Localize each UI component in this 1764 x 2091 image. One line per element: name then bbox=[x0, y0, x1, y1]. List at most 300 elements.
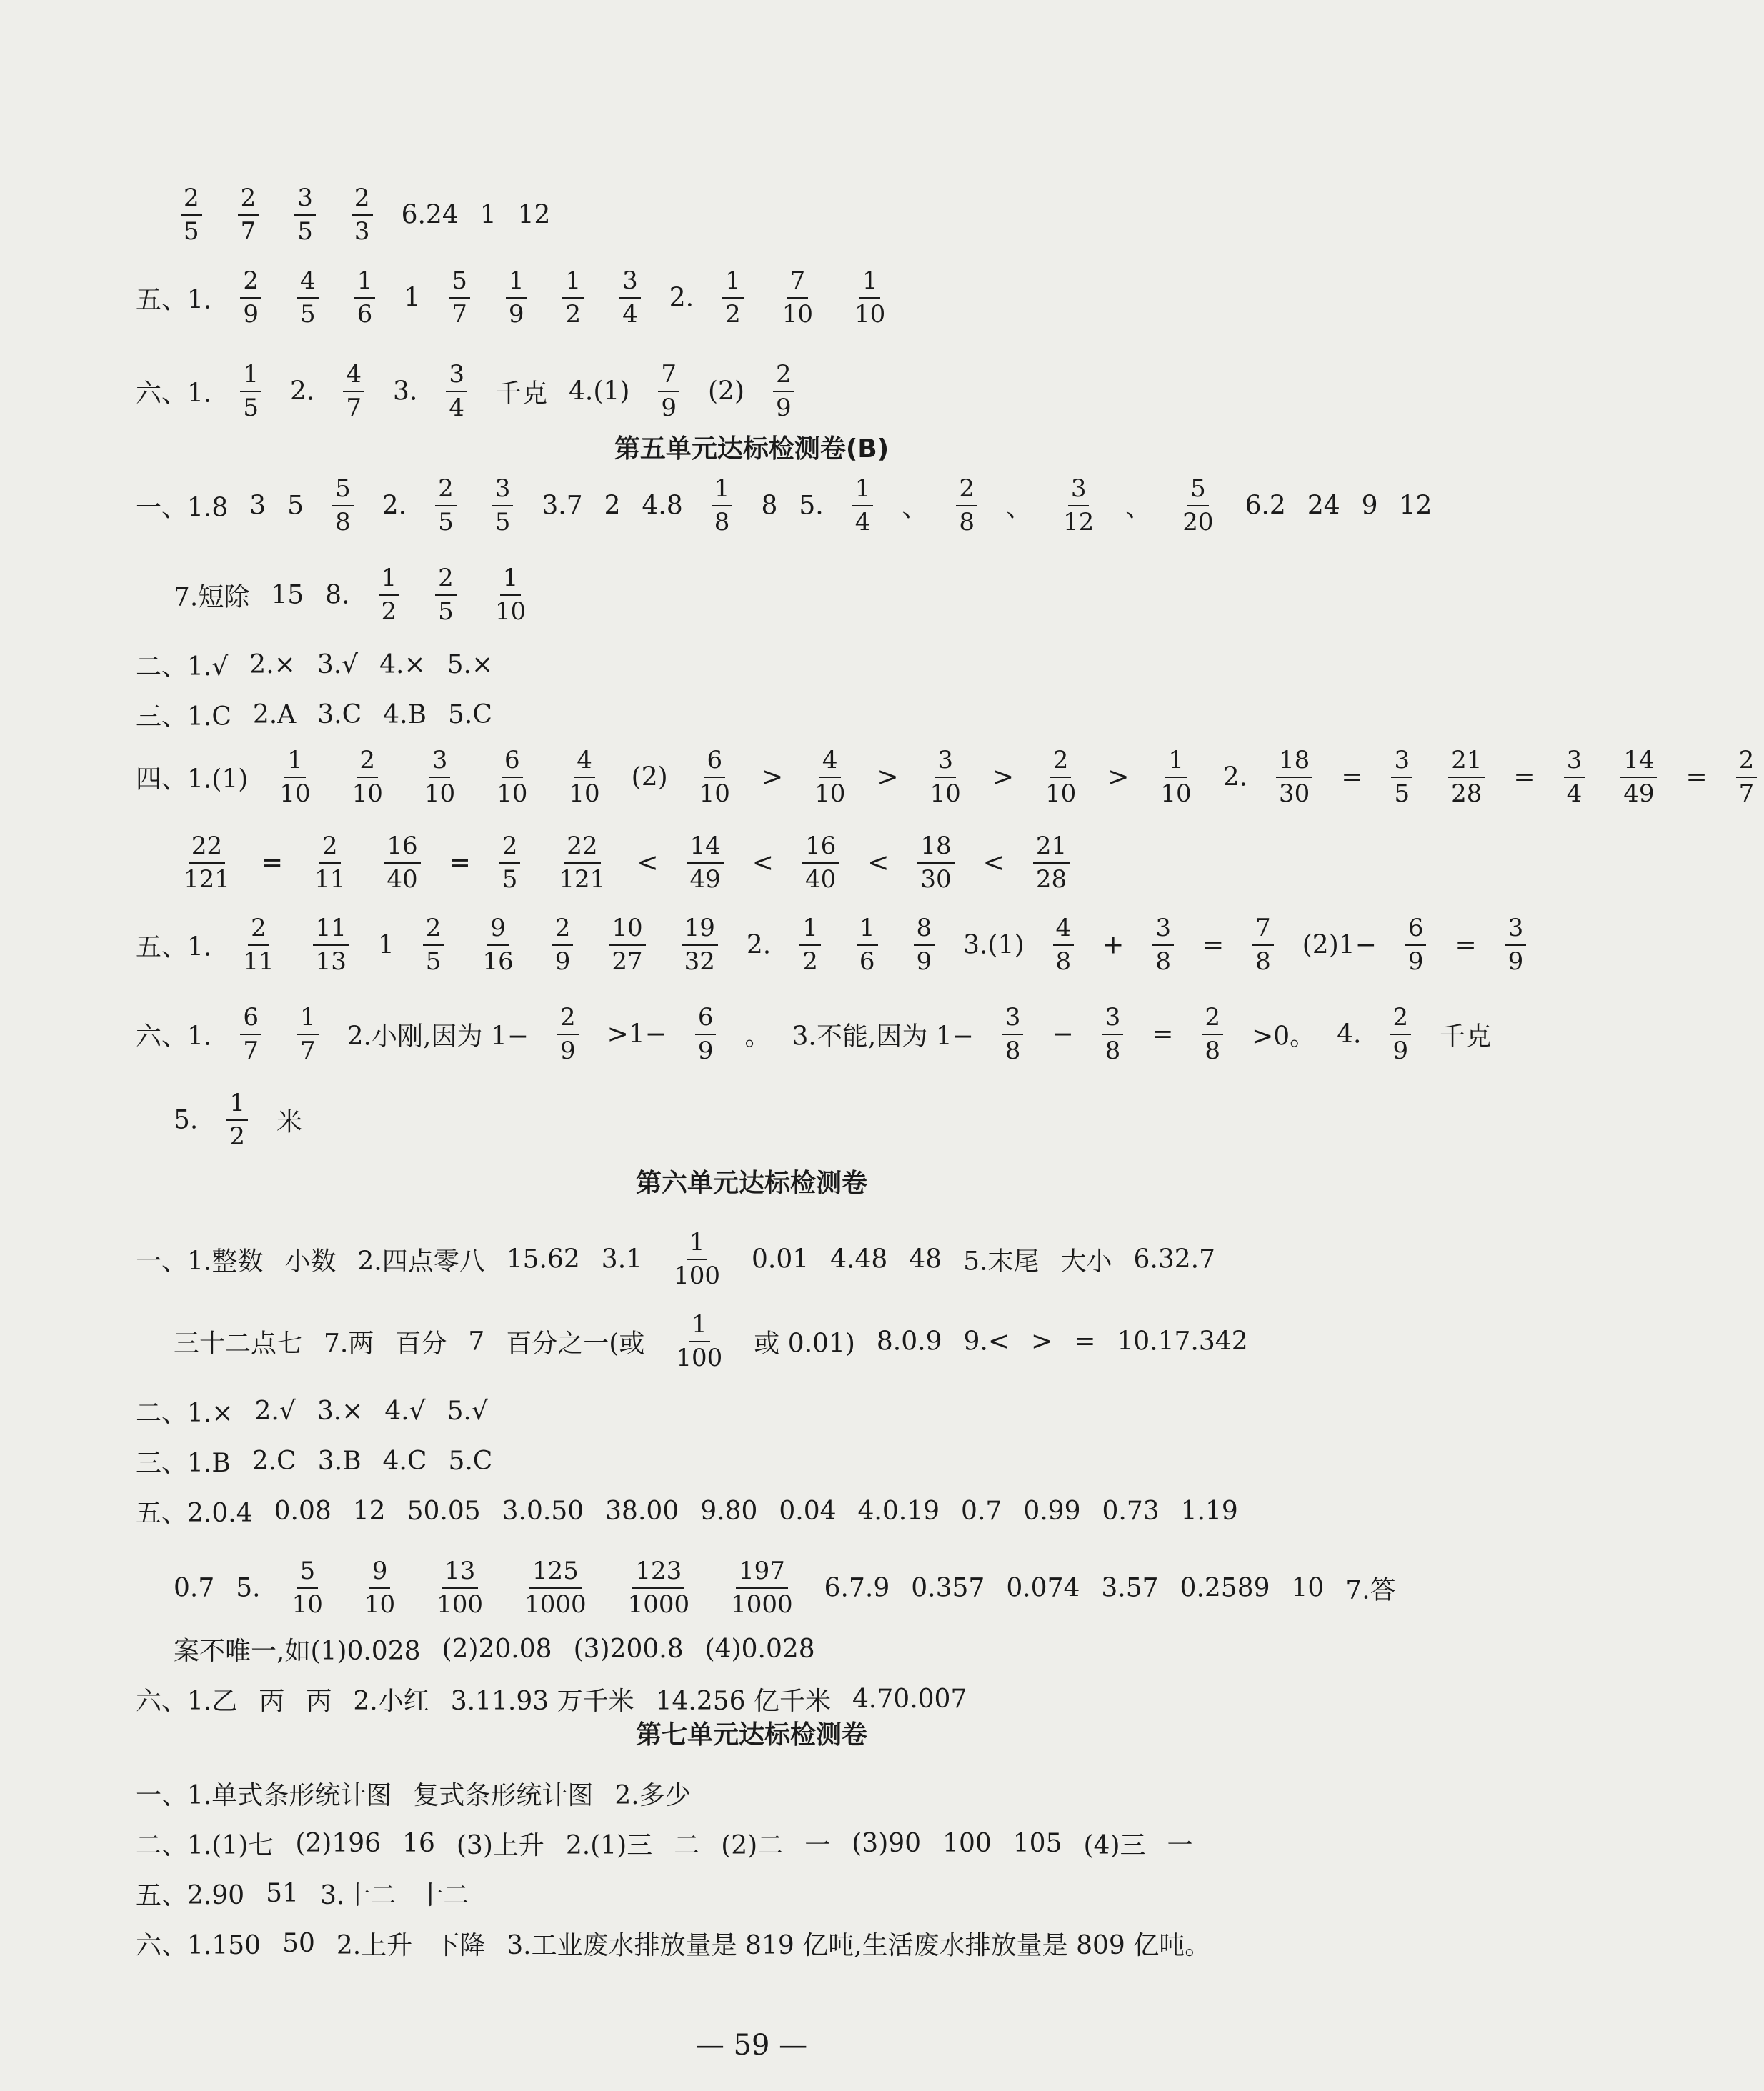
answer-text: (3)90 bbox=[852, 1829, 922, 1858]
answer-text: 9.< bbox=[963, 1327, 1010, 1357]
answer-text: 5.C bbox=[447, 700, 492, 729]
fraction-numerator: 1 bbox=[852, 475, 874, 506]
answer-line bbox=[174, 1311, 1503, 1372]
answer-text: 3.7 bbox=[542, 491, 583, 521]
fraction-denominator: 5 bbox=[494, 508, 511, 537]
answer-text: 三、1.C bbox=[136, 702, 231, 732]
fraction-numerator: 7 bbox=[658, 361, 679, 392]
fraction-numerator: 8 bbox=[914, 914, 935, 946]
fraction-denominator: 49 bbox=[689, 865, 721, 894]
fraction bbox=[352, 184, 373, 246]
answer-text: 0.357 bbox=[911, 1573, 985, 1603]
fraction bbox=[240, 1004, 261, 1065]
fraction-denominator: 9 bbox=[508, 300, 524, 329]
fraction bbox=[1620, 747, 1657, 808]
fraction-numerator: 1 bbox=[722, 267, 744, 299]
fraction bbox=[435, 564, 457, 626]
fraction-denominator: 9 bbox=[1407, 947, 1424, 977]
fraction-denominator: 10 bbox=[699, 779, 730, 809]
fraction-denominator: 10 bbox=[782, 300, 814, 329]
answer-text: 1.19 bbox=[1180, 1497, 1238, 1526]
answer-text: (3)上升 bbox=[456, 1831, 544, 1860]
answer-text: < bbox=[637, 848, 659, 878]
fraction bbox=[1202, 1004, 1223, 1065]
fraction-numerator: 3 bbox=[935, 747, 956, 778]
fraction-denominator: 8 bbox=[1005, 1037, 1021, 1066]
fraction bbox=[557, 1004, 579, 1065]
fraction bbox=[297, 1004, 319, 1065]
answer-text: < bbox=[752, 848, 774, 878]
fraction-denominator: 9 bbox=[776, 394, 792, 423]
fraction bbox=[312, 832, 348, 894]
fraction bbox=[682, 914, 718, 976]
answer-text: 三十二点七 bbox=[174, 1329, 303, 1359]
answer-text: 2.小刚,因为 1− bbox=[347, 1022, 529, 1052]
answer-text: (4)三 bbox=[1083, 1831, 1146, 1860]
fraction-numerator: 3 bbox=[1152, 914, 1174, 946]
fraction-denominator: 5 bbox=[502, 865, 518, 894]
fraction-numerator: 4 bbox=[574, 747, 595, 778]
fraction-denominator: 7 bbox=[1738, 779, 1755, 809]
answer-text: 6.32.7 bbox=[1133, 1244, 1215, 1274]
fraction-numerator: 16 bbox=[802, 832, 839, 864]
fraction-numerator: 2 bbox=[435, 564, 457, 596]
fraction-denominator: 6 bbox=[357, 300, 373, 329]
answer-text: 2.(1)三 bbox=[565, 1831, 653, 1860]
fraction bbox=[362, 1557, 398, 1619]
fraction bbox=[1448, 747, 1485, 808]
answer-text: 3.× bbox=[317, 1397, 364, 1426]
fraction bbox=[956, 475, 977, 537]
answer-text: 5.√ bbox=[447, 1397, 488, 1426]
fraction bbox=[506, 267, 527, 329]
answer-text: 6.7.9 bbox=[824, 1573, 890, 1603]
fraction-denominator: 8 bbox=[714, 508, 730, 537]
answer-text: 3.(1) bbox=[963, 930, 1025, 960]
answer-text: 4.C bbox=[382, 1447, 427, 1476]
answer-text: < bbox=[982, 848, 1005, 878]
fraction-denominator: 11 bbox=[243, 947, 274, 977]
answer-line bbox=[136, 475, 1503, 537]
fraction-denominator: 9 bbox=[243, 300, 259, 329]
answer-text: 0.7 bbox=[174, 1573, 215, 1603]
fraction-denominator: 10 bbox=[1045, 779, 1077, 809]
fraction-numerator: 18 bbox=[1276, 747, 1312, 778]
answer-text: 4.× bbox=[379, 650, 426, 679]
fraction bbox=[562, 267, 584, 329]
answer-text: 或 0.01) bbox=[754, 1329, 855, 1359]
fraction-numerator: 5 bbox=[297, 1557, 318, 1589]
answer-text: 5. bbox=[174, 1105, 199, 1135]
answer-text: 5.C bbox=[448, 1447, 493, 1476]
fraction-numerator: 11 bbox=[313, 914, 349, 946]
fraction-numerator: 5 bbox=[1187, 475, 1209, 506]
fraction-denominator: 4 bbox=[449, 394, 464, 423]
fraction-denominator: 121 bbox=[559, 865, 606, 894]
answer-text: 7.答 bbox=[1345, 1575, 1396, 1605]
fraction-numerator: 4 bbox=[343, 361, 364, 392]
answer-text: 12 bbox=[352, 1497, 386, 1526]
answer-text: (2)二 bbox=[721, 1831, 784, 1860]
fraction bbox=[917, 832, 954, 894]
fraction-numerator: 3 bbox=[492, 475, 514, 506]
fraction bbox=[494, 747, 530, 808]
fraction-numerator: 14 bbox=[687, 832, 724, 864]
fraction bbox=[435, 475, 457, 537]
fraction-denominator: 5 bbox=[297, 217, 313, 246]
answer-text: 4.√ bbox=[384, 1397, 426, 1426]
fraction-numerator: 7 bbox=[1252, 914, 1274, 946]
fraction-numerator: 2 bbox=[1736, 747, 1758, 778]
fraction-numerator: 1 bbox=[297, 1004, 319, 1035]
fraction-numerator: 6 bbox=[240, 1004, 261, 1035]
answer-text: 五、2.0.4 bbox=[136, 1499, 253, 1528]
fraction-numerator: 10 bbox=[609, 914, 645, 946]
fraction bbox=[722, 267, 744, 329]
answer-text: 米 bbox=[276, 1107, 303, 1137]
fraction-denominator: 10 bbox=[1160, 779, 1192, 809]
fraction-numerator: 1 bbox=[712, 475, 733, 506]
answer-text: 2 bbox=[604, 491, 621, 521]
fraction bbox=[1152, 914, 1174, 976]
answer-line bbox=[136, 1875, 1503, 1912]
answer-text: 0.73 bbox=[1102, 1497, 1160, 1526]
answer-text: 复式条形统计图 bbox=[413, 1781, 594, 1810]
fraction-denominator: 10 bbox=[424, 779, 456, 809]
fraction-denominator: 32 bbox=[684, 947, 715, 977]
fraction-denominator: 5 bbox=[1394, 779, 1410, 809]
answer-text: 五、1. bbox=[136, 285, 212, 315]
fraction-numerator: 2 bbox=[352, 184, 373, 216]
fraction bbox=[1053, 914, 1075, 976]
answer-text: 3.11.93 万千米 bbox=[450, 1687, 634, 1716]
fraction bbox=[1564, 747, 1585, 808]
answer-text: (2) bbox=[708, 376, 744, 406]
fraction-numerator: 5 bbox=[332, 475, 354, 506]
answer-text: 一、1.整数 bbox=[136, 1247, 264, 1277]
answer-text: 5.末尾 bbox=[963, 1247, 1040, 1277]
answer-text: (3)200.8 bbox=[573, 1635, 684, 1664]
fraction bbox=[384, 832, 420, 894]
fraction-numerator: 3 bbox=[446, 361, 467, 392]
fraction bbox=[343, 361, 364, 422]
fraction-denominator: 8 bbox=[1105, 1037, 1121, 1066]
answer-text: 50.05 bbox=[407, 1497, 481, 1526]
fraction-denominator: 121 bbox=[184, 865, 230, 894]
answer-text: 0.2589 bbox=[1180, 1573, 1270, 1603]
answer-line bbox=[136, 1775, 1503, 1812]
fraction-numerator: 22 bbox=[189, 832, 225, 864]
fraction bbox=[1505, 914, 1527, 976]
fraction-denominator: 7 bbox=[300, 1037, 316, 1066]
fraction-numerator: 1 bbox=[859, 267, 881, 299]
fraction-numerator: 14 bbox=[1620, 747, 1657, 778]
answer-text: 3.不能,因为 1− bbox=[792, 1022, 974, 1052]
answer-text: 8 bbox=[761, 491, 778, 521]
fraction bbox=[927, 747, 964, 808]
fraction-denominator: 7 bbox=[346, 394, 362, 423]
answer-text: 2.四点零八 bbox=[357, 1247, 485, 1277]
answer-text: 3.C bbox=[317, 700, 362, 729]
answer-text: 48 bbox=[909, 1244, 942, 1274]
fraction bbox=[852, 267, 888, 329]
fraction-denominator: 8 bbox=[1155, 947, 1171, 977]
fraction bbox=[812, 747, 848, 808]
fraction-denominator: 5 bbox=[425, 947, 442, 977]
fraction-numerator: 1 bbox=[799, 914, 821, 946]
fraction bbox=[240, 361, 261, 422]
answer-text: 六、1.150 bbox=[136, 1931, 261, 1960]
answer-text: 6.24 bbox=[401, 200, 459, 230]
fraction bbox=[446, 361, 467, 422]
fraction-denominator: 40 bbox=[804, 865, 837, 894]
fraction-numerator: 2 bbox=[248, 914, 269, 946]
answer-text: 5. bbox=[236, 1573, 261, 1603]
answer-text: 一 bbox=[804, 1831, 831, 1860]
answer-text: 小数 bbox=[284, 1247, 337, 1277]
answer-text: 2. bbox=[290, 376, 315, 406]
answer-line bbox=[136, 267, 1503, 329]
fraction bbox=[492, 475, 514, 537]
fraction-denominator: 1000 bbox=[627, 1590, 690, 1620]
fraction bbox=[1390, 1004, 1412, 1065]
answer-text: 一、1.8 bbox=[136, 493, 229, 523]
fraction bbox=[658, 361, 679, 422]
answer-text: − bbox=[1052, 1019, 1074, 1049]
fraction-numerator: 3 bbox=[619, 267, 641, 299]
fraction-numerator: 2 bbox=[557, 1004, 579, 1035]
fraction-numerator: 2 bbox=[357, 747, 378, 778]
fraction-numerator: 19 bbox=[682, 914, 718, 946]
answer-text: 丙 bbox=[259, 1687, 285, 1716]
answer-text: 2. bbox=[382, 491, 407, 521]
fraction-denominator: 100 bbox=[676, 1344, 723, 1373]
fraction bbox=[773, 361, 794, 422]
answer-text: 100 bbox=[942, 1829, 992, 1858]
fraction-numerator: 3 bbox=[1002, 1004, 1024, 1035]
fraction-numerator: 1 bbox=[500, 564, 522, 596]
fraction bbox=[1405, 914, 1427, 976]
fraction-denominator: 30 bbox=[920, 865, 952, 894]
answer-text: = bbox=[1152, 1019, 1174, 1049]
fraction-denominator: 10 bbox=[854, 300, 886, 329]
answer-text: 2.多少 bbox=[614, 1781, 691, 1810]
answer-text: 十二 bbox=[417, 1881, 469, 1910]
answer-text: 千克 bbox=[496, 379, 548, 409]
answer-text: 0.99 bbox=[1023, 1497, 1081, 1526]
fraction-numerator: 9 bbox=[369, 1557, 391, 1589]
answer-text: 15 bbox=[271, 580, 304, 610]
fraction-numerator: 9 bbox=[487, 914, 509, 946]
answer-text: (2)196 bbox=[295, 1829, 382, 1858]
fraction-numerator: 4 bbox=[819, 747, 841, 778]
answer-line bbox=[136, 361, 1503, 422]
answer-text: > bbox=[992, 762, 1014, 792]
fraction-denominator: 100 bbox=[437, 1590, 484, 1620]
fraction-denominator: 5 bbox=[300, 300, 316, 329]
fraction-denominator: 4 bbox=[854, 508, 871, 537]
fraction-numerator: 2 bbox=[956, 475, 977, 506]
answer-text: 四、1.(1) bbox=[136, 764, 249, 794]
fraction-denominator: 12 bbox=[1063, 508, 1095, 537]
fraction-numerator: 13 bbox=[442, 1557, 478, 1589]
answer-text: > bbox=[1031, 1327, 1053, 1357]
answer-text: 0.074 bbox=[1006, 1573, 1080, 1603]
fraction-numerator: 21 bbox=[1033, 832, 1070, 864]
fraction bbox=[276, 747, 313, 808]
fraction bbox=[673, 1311, 725, 1372]
answer-text: 3.0.50 bbox=[502, 1497, 584, 1526]
fraction bbox=[857, 914, 878, 976]
answer-text: >0。 bbox=[1252, 1022, 1316, 1052]
answer-line bbox=[136, 746, 1755, 809]
fraction-numerator: 22 bbox=[564, 832, 600, 864]
fraction bbox=[552, 914, 574, 976]
fraction-numerator: 2 bbox=[1390, 1004, 1412, 1035]
answer-text: 12 bbox=[1399, 491, 1432, 521]
answer-text: 2.C bbox=[251, 1447, 297, 1476]
answer-text: 1 bbox=[377, 930, 394, 960]
answer-text: 、 bbox=[1125, 493, 1152, 523]
answer-text: 下降 bbox=[434, 1931, 486, 1960]
answer-text: 0.08 bbox=[274, 1497, 332, 1526]
answer-text: 4.48 bbox=[830, 1244, 888, 1274]
answer-text: 百分之一(或 bbox=[506, 1329, 645, 1359]
fraction-numerator: 1 bbox=[687, 1229, 708, 1260]
fraction bbox=[349, 747, 386, 808]
fraction-denominator: 2 bbox=[229, 1122, 245, 1152]
answer-text: < bbox=[867, 848, 890, 878]
fraction-denominator: 10 bbox=[930, 779, 961, 809]
answer-text: 10 bbox=[1291, 1573, 1325, 1603]
answer-text: 4. bbox=[1337, 1019, 1362, 1049]
fraction-numerator: 2 bbox=[423, 914, 444, 946]
fraction bbox=[238, 184, 259, 246]
fraction bbox=[671, 1229, 723, 1290]
answer-text: = bbox=[1202, 930, 1225, 960]
fraction-numerator: 7 bbox=[787, 267, 809, 299]
answer-text: 一 bbox=[1167, 1831, 1193, 1860]
answer-text: 4.8 bbox=[642, 491, 683, 521]
fraction bbox=[313, 914, 349, 976]
answer-text: 9 bbox=[1361, 491, 1378, 521]
fraction-numerator: 2 bbox=[238, 184, 259, 216]
fraction bbox=[1391, 747, 1412, 808]
answer-text: 0.01 bbox=[751, 1244, 809, 1274]
answer-text: 三、1.B bbox=[136, 1449, 231, 1478]
answer-text: 2. bbox=[746, 930, 772, 960]
fraction bbox=[1252, 914, 1274, 976]
fraction bbox=[914, 914, 935, 976]
fraction bbox=[181, 184, 202, 246]
answer-text: > bbox=[877, 762, 899, 792]
fraction bbox=[712, 475, 733, 537]
fraction-denominator: 10 bbox=[352, 779, 383, 809]
fraction-denominator: 4 bbox=[622, 300, 638, 329]
answer-line bbox=[136, 1493, 1503, 1529]
answer-text: 3.√ bbox=[317, 650, 359, 679]
answer-text: 3.工业废水排放量是 819 亿吨,生活废水排放量是 809 亿吨。 bbox=[507, 1931, 1211, 1960]
fraction-denominator: 8 bbox=[1255, 947, 1271, 977]
answer-text: 50 bbox=[282, 1929, 315, 1958]
fraction bbox=[226, 1089, 248, 1151]
fraction-numerator: 1 bbox=[240, 361, 261, 392]
fraction bbox=[240, 914, 276, 976]
answer-text: 大小 bbox=[1060, 1247, 1112, 1277]
answer-text: 16 bbox=[402, 1829, 435, 1858]
fraction-denominator: 10 bbox=[364, 1590, 396, 1620]
fraction bbox=[294, 184, 316, 246]
answer-text: 二 bbox=[674, 1831, 700, 1860]
fraction bbox=[479, 914, 516, 976]
fraction-denominator: 2 bbox=[381, 597, 397, 627]
fraction-denominator: 49 bbox=[1623, 779, 1655, 809]
answer-text: = bbox=[1685, 762, 1708, 792]
answer-text: 4.B bbox=[383, 700, 427, 729]
fraction-denominator: 13 bbox=[315, 947, 347, 977]
fraction-denominator: 11 bbox=[314, 865, 346, 894]
fraction-denominator: 27 bbox=[612, 947, 643, 977]
fraction bbox=[566, 747, 602, 808]
answer-text: 二、1.× bbox=[136, 1399, 234, 1428]
answer-text: 2. bbox=[1222, 762, 1248, 792]
fraction bbox=[852, 475, 874, 537]
fraction-denominator: 3 bbox=[354, 217, 370, 246]
answer-line bbox=[136, 1681, 1503, 1717]
fraction-denominator: 9 bbox=[697, 1037, 714, 1066]
fraction-numerator: 18 bbox=[917, 832, 954, 864]
fraction bbox=[728, 1557, 796, 1619]
fraction-denominator: 10 bbox=[291, 1590, 323, 1620]
answer-text: >1− bbox=[607, 1019, 667, 1049]
answer-line bbox=[136, 1443, 1503, 1479]
fraction bbox=[449, 267, 470, 329]
fraction bbox=[492, 564, 529, 626]
fraction-numerator: 1 bbox=[562, 267, 584, 299]
answer-text: 2. bbox=[669, 283, 694, 313]
answer-text: 105 bbox=[1012, 1829, 1062, 1858]
answer-text: 4.70.007 bbox=[852, 1685, 967, 1714]
answer-text: > bbox=[761, 762, 784, 792]
answer-text: 4.(1) bbox=[569, 376, 630, 406]
answer-text: 。 bbox=[744, 1022, 771, 1052]
fraction-numerator: 2 bbox=[319, 832, 341, 864]
answer-text: 3. bbox=[393, 376, 418, 406]
fraction-denominator: 7 bbox=[240, 217, 256, 246]
answer-text: (2) bbox=[631, 762, 668, 792]
answer-text: 六、1.乙 bbox=[136, 1687, 238, 1716]
answer-text: 一、1.单式条形统计图 bbox=[136, 1781, 392, 1810]
answer-text: 9.80 bbox=[700, 1497, 758, 1526]
fraction-denominator: 8 bbox=[1205, 1037, 1221, 1066]
fraction-denominator: 10 bbox=[814, 779, 846, 809]
fraction-numerator: 1 bbox=[284, 747, 306, 778]
fraction bbox=[619, 267, 641, 329]
answer-text: 38.00 bbox=[605, 1497, 679, 1526]
fraction-denominator: 7 bbox=[243, 1037, 259, 1066]
answer-text: (4)0.028 bbox=[704, 1635, 815, 1664]
answer-text: 5. bbox=[799, 491, 824, 521]
answer-text: 五、1. bbox=[136, 932, 212, 962]
fraction bbox=[181, 832, 233, 894]
fraction-numerator: 5 bbox=[449, 267, 470, 299]
answer-text: 7 bbox=[468, 1327, 485, 1357]
fraction bbox=[697, 747, 733, 808]
fraction bbox=[354, 267, 376, 329]
fraction bbox=[297, 267, 319, 329]
fraction-denominator: 1000 bbox=[731, 1590, 793, 1620]
answer-text: 14.256 亿千米 bbox=[655, 1687, 832, 1716]
